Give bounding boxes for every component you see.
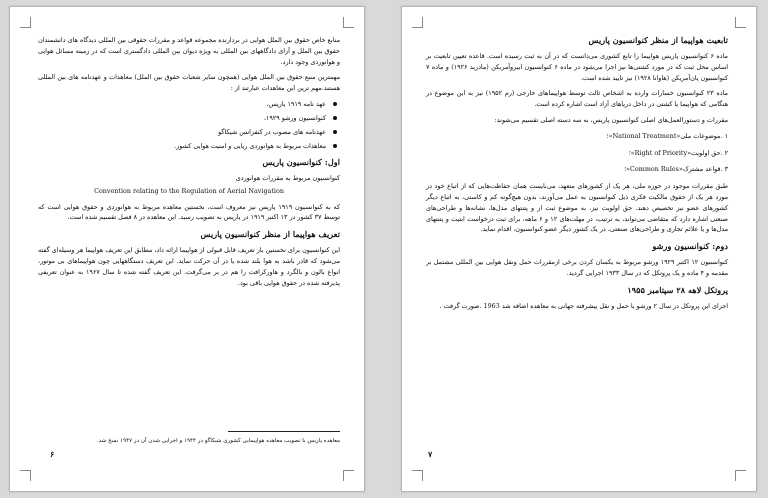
list-item: کنوانسیون ورشو ۱۹۲۹،	[38, 113, 326, 123]
page-number: ۶	[50, 449, 55, 459]
crop-mark	[343, 17, 354, 28]
crop-mark	[735, 17, 746, 28]
item-english: National Treatment	[612, 131, 677, 140]
treaty-list	[38, 99, 340, 151]
list-item: عهد نامه ۱۹۱۹ پاریس،	[38, 99, 326, 109]
page-body	[38, 35, 340, 293]
item-label: ۱ .موضوعات ملی	[680, 131, 728, 140]
paragraph: طبق مقررات موجود در حوزه ملی، هر یک از کشورهای متعهد، می‌بایست همان حفاظت‌هایی که از اتباع خود در مورد هر یک از حقوق مالکیت فکری ذیل کنوانسیون به عمل می‌آورند، بدون هیچ‌گونه کم و کاستی، به اتباع دیگر کشورهای عضو نیز تخصیص دهند. حق اولویت نیز، به موضوع ثبت از و پتنتهای مدل‌ها، نشانه‌ها و طراحی‌های صنعتی اشاره دارد که متقاضی می‌تواند، به ترتیب، در مهلت‌های ۱۲ و ۶ ماهه، برای ثبت درخواست ابتیت و پتنتهای مدل‌ها و یا علائم تجاری و طراحی‌های صنعتی، در یک کشور دیگر عضو کنوانسیون، اقدام نماید.	[426, 182, 728, 234]
section-heading: تابعیت هواپیما از منظر کنوانسیون پاریس	[588, 35, 728, 45]
document-page-right	[401, 6, 757, 492]
footnote-separator	[228, 431, 340, 432]
paragraph: که به کنوانسیون ۱۹۱۹ پاریس نیز معروف است، نخستین معاهده مربوط به هوانوردی و حقوق هوایی است که توسط ۳۷ کشور در ۱۳ اکتبر ۱۹۱۹ در پاریس به تصویب رسید. این معاهده در ۸ فصل تقسیم شده است.	[38, 202, 340, 222]
paragraph: اجرای این پروتکل در سال ۲ ورشو با حمل و نقل پیشرفته جهانی به معاهده اضافه شد 1963 .صورت گرفت .	[439, 301, 728, 310]
english-title: Convention relating to the Regulation of Aerial Navigation	[94, 186, 284, 195]
footnote: معاهده پاریس با تصویب معاهده هواپیمایی کشوری شیکاگو در ۱۹۴۴ و اجرایی شدن آن در ۱۹۴۷ نسخ شد.	[96, 438, 340, 444]
item-english: Right of Priority	[634, 148, 688, 157]
document-page-left	[9, 6, 365, 492]
section-heading: تعریف هواپیما از منظر کنوانسیون پاریس	[200, 229, 340, 240]
paragraph: کنوانسیون ۱۲ اکتبر ۱۹۲۹ ورشو مربوط به یکسان کردن برخی ازمقررات حمل ونقل هوایی بین المللی مشتمل بر مقدمه و ۴ ماده و یک پروتکل که در سال ۱۹۳۳ اجرایی گردید.	[426, 258, 728, 277]
section-heading: دوم: کنوانسیون ورشو	[652, 241, 728, 252]
section-heading: پروتکل لاهه ۲۸ سپتامبر ۱۹۵۵	[627, 284, 728, 295]
numbered-item: ۳ .قواعد مشترک«Common Rules»؛	[624, 165, 728, 174]
section-heading: اول: کنوانسیون پاریس	[262, 156, 340, 167]
list-item: معاهدات مربوط به هوانوردی ریایی و امنیت هوایی کشور.	[38, 141, 326, 151]
numbered-item: ۱ .موضوعات ملی«National Treatment»؛	[606, 131, 728, 140]
item-english: Common Rules	[630, 165, 679, 174]
item-label: ۳ .قواعد مشترک	[682, 165, 728, 174]
paragraph: این کنوانسیون برای نخستین بار تعریف قابل قبولی از هواپیما ارائه داد، مطابق این تعریف هواپیما هر وسیله‌ای گفته می‌شود که قادر باشد به هوا بلند شده یا در آن حرکت نماید. این تعریف دستگاههایی چون هواپیماهای بی موتور، انواع بالون و بالگرد و هاورکرافت را هم در بر می‌گرفت. این تعریف گفته شده تا سال ۱۹۶۷ به عنوان تعریفی پذیرفته شده در حقوق هوایی باقی بود.	[38, 246, 340, 287]
crop-mark	[20, 17, 31, 28]
numbered-item: ۲ .حق اولویت«Right of Priority»؛	[628, 148, 728, 157]
paragraph: مهمترین منبع حقوق بین الملل هوایی (همچون سایر شعبات حقوق بین الملل) معاهدات و عهدنامه های بین المللی هستند.مهم ترین این معاهدات عبارتند از :	[38, 73, 340, 93]
item-label: ۲ .حق اولویت	[691, 148, 728, 157]
crop-mark	[20, 470, 31, 481]
crop-mark	[343, 470, 354, 481]
page-body	[426, 29, 728, 317]
crop-mark	[735, 470, 746, 481]
paragraph: ماده ۶ کنوانسیون پاریس هواپیما را تابع کشوری می‌دانست که در آن به ثبت رسیده است. قاعده تعیین تابعیت بر اساس محل ثبت که در مورد کشتی‌ها نیز اجرا می‌شود در ماده ۶ کنوانسیون ایبروآمریکن (مادرید ۱۹۲۶) و ماده ۷ کنوانسیون پان‌آمریکن (هاوانا ۱۹۲۸) نیز تایید شده است.	[426, 52, 729, 82]
crop-mark	[412, 470, 423, 481]
page-number: ۷	[428, 449, 433, 459]
paragraph: کنوانسیون مربوط به مقررات هوانوردی	[235, 173, 340, 182]
paragraph: منابع خاص حقوق بین الملل هوایی در بردارنده مجموعه قواعد و مقررات حقوقی بین المللی دیدگاه های دانشمندان حقوق بین الملل و آرای دادگاههای بین المللی به ویژه دیوان بین المللی دادگستری است که در زمینه مسائل هوایی و هوانوردی وجود دارد.	[38, 36, 340, 66]
paragraph: مقررات و دستورالعمل‌های اصلی کنوانسیون پاریس، به سه دسته اصلی تقسیم می‌شوند:	[494, 115, 728, 124]
list-item: عهدنامه های مصوب در کنفرانس شیکاگو	[38, 127, 326, 137]
crop-mark	[412, 17, 423, 28]
paragraph: ماده ۲۳ کنوانسیون خسارات وارده به اشخاص ثالث توسط هواپیماهای خارجی (رم ۱۹۵۲) نیز به این موضوع در هنگامی که هواپیما یا کشتی در داخل دریاهای آزاد است اشاره کرده است.	[426, 89, 728, 109]
